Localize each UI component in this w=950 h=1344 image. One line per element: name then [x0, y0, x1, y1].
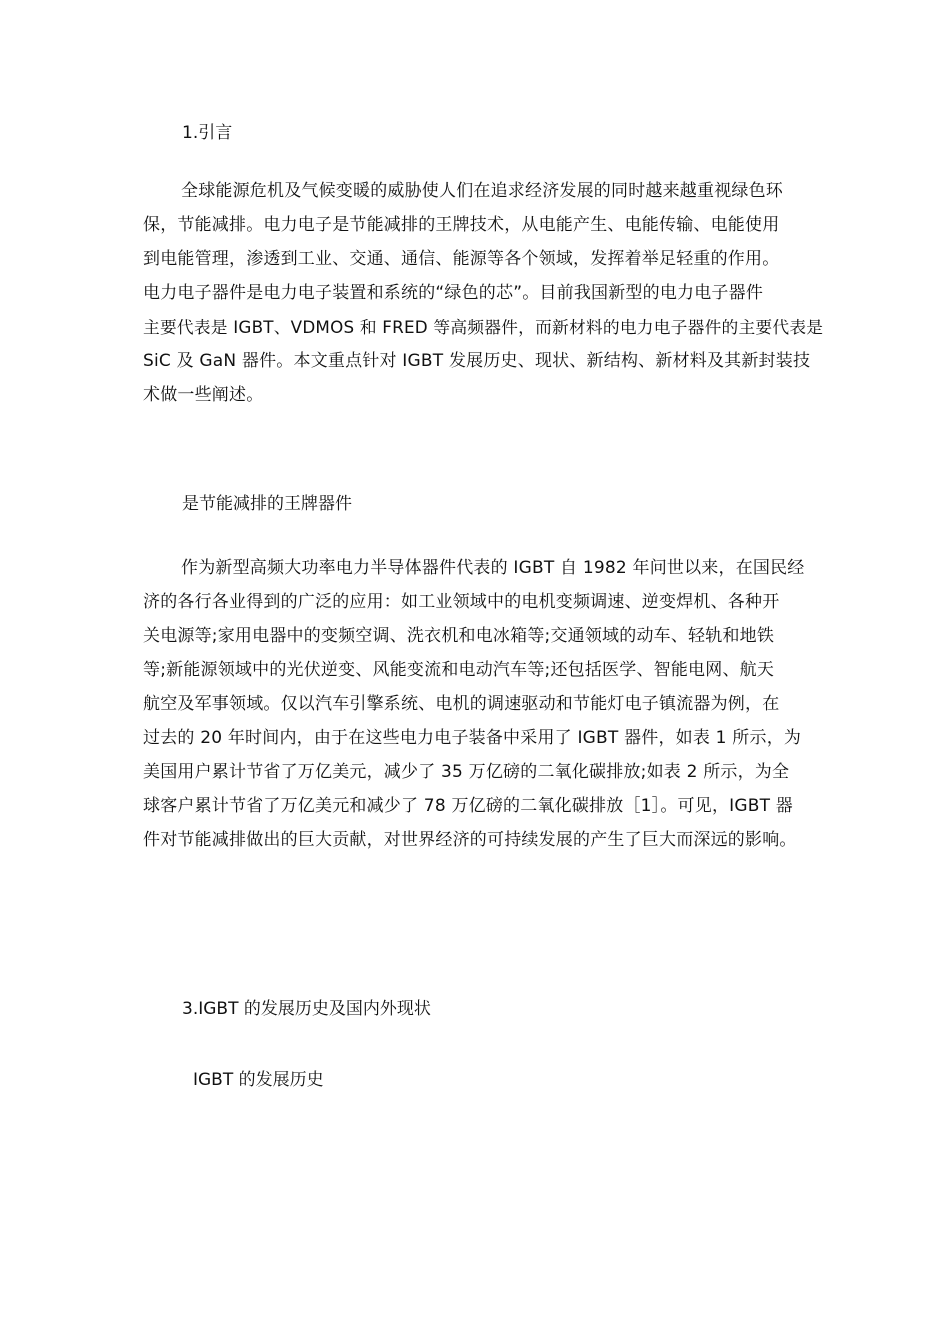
paragraph-line: 术做一些阐述。 — [143, 385, 264, 405]
paragraph-line: 保，节能减排。电力电子是节能减排的王牌技术，从电能产生、电能传输、电能使用 — [143, 215, 780, 235]
paragraph-line: 电力电子器件是电力电子装置和系统的“绿色的芯”。目前我国新型的电力电子器件 — [143, 283, 764, 303]
subsection-heading-igbt-history: IGBT 的发展历史 — [193, 1070, 324, 1090]
paragraph-line: 美国用户累计节省了万亿美元，减少了 35 万亿磅的二氧化碳排放;如表 2 所示，为全 — [143, 762, 790, 782]
section-heading-igbt-history-status: 3.IGBT 的发展历史及国内外现状 — [182, 999, 431, 1019]
section-heading-introduction: 1.引言 — [182, 123, 233, 143]
paragraph-line: 全球能源危机及气候变暖的威胁使人们在追求经济发展的同时越来越重视绿色环 — [181, 181, 783, 201]
paragraph-line: 球客户累计节省了万亿美元和减少了 78 万亿磅的二氧化碳排放［1］。可见，IGBT 器 — [143, 796, 793, 816]
paragraph-energy-saving — [143, 551, 823, 857]
paragraph-line: 到电能管理，渗透到工业、交通、通信、能源等各个领域，发挥着举足轻重的作用。 — [143, 249, 780, 269]
paragraph-line: 航空及军事领域。仅以汽车引擎系统、电机的调速驱动和节能灯电子镇流器为例，在 — [143, 694, 780, 714]
paragraph-line: 主要代表是 IGBT、VDMOS 和 FRED 等高频器件，而新材料的电力电子器件的主要代表是 — [143, 317, 824, 337]
paragraph-line: SiC 及 GaN 器件。本文重点针对 IGBT 发展历史、现状、新结构、新材料及其新封装技 — [143, 351, 811, 371]
paragraph-introduction — [143, 174, 823, 412]
paragraph-line: 过去的 20 年时间内，由于在这些电力电子装备中采用了 IGBT 器件，如表 1 所示，为 — [143, 728, 802, 748]
paragraph-line: 关电源等;家用电器中的变频空调、洗衣机和电冰箱等;交通领域的动车、轻轨和地铁 — [143, 626, 775, 646]
paragraph-line: 件对节能减排做出的巨大贡献，对世界经济的可持续发展的产生了巨大而深远的影响。 — [143, 830, 797, 850]
section-heading-energy-saving: 是节能减排的王牌器件 — [182, 494, 352, 514]
paragraph-line: 作为新型高频大功率电力半导体器件代表的 IGBT 自 1982 年问世以来，在国民经 — [181, 558, 805, 578]
paragraph-line: 济的各行各业得到的广泛的应用：如工业领域中的电机变频调速、逆变焊机、各种开 — [143, 592, 780, 612]
paragraph-line: 等;新能源领域中的光伏逆变、风能变流和电动汽车等;还包括医学、智能电网、航天 — [143, 660, 775, 680]
